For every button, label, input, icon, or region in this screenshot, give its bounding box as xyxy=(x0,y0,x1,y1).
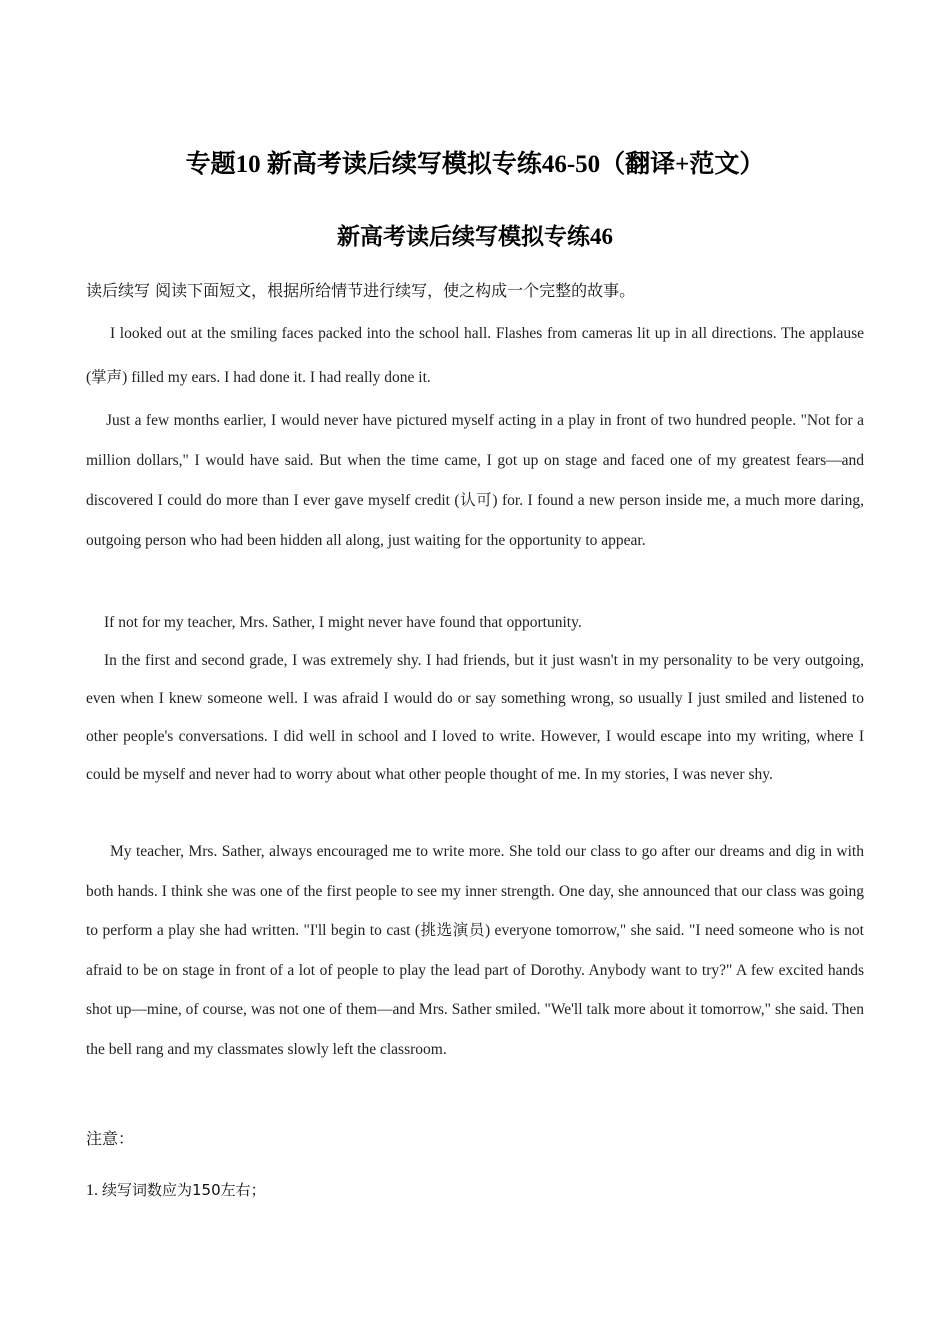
story-paragraph-3: If not for my teacher, Mrs. Sather, I might never have found that opportunity. xyxy=(104,614,582,631)
story-paragraph-1: I looked out at the smiling faces packed into the school hall. Flashes from cameras lit up in all directions. The applause (掌声) filled my ears. I had done it. I had really done it. xyxy=(86,325,864,386)
section-title: 新高考读后续写模拟专练46 xyxy=(337,224,613,249)
note-number: 1. xyxy=(86,1182,102,1199)
notes-label: 注意： xyxy=(86,1129,135,1148)
story-paragraph-2: Just a few months earlier, I would never have pictured myself acting in a play in front of two hundred people. "Not for a million dollars," I would have said. But when the time came, I got up on stage and faced one of my greatest fears—and discovered I could do more than I ever gave myself credit (认可) for. I found a new person inside me, a much more daring, outgoing person who had been hidden all along, just waiting for the opportunity to appear. xyxy=(86,412,864,549)
document-title: 专题10 新高考读后续写模拟专练46-50（翻译+范文） xyxy=(185,151,765,178)
story-paragraph-5: My teacher, Mrs. Sather, always encouraged me to write more. She told our class to go after our dreams and dig in with both hands. I think she was one of the first people to see my inner strength. One day, she announced that our class was going to perform a play she had written. "I'll begin to cast (挑选演员) everyone tomorrow," she said. "I need someone who is not afraid to be on stage in front of a lot of people to play the lead part of Dorothy. Anybody want to try?" A few excited hands shot up—mine, of course, was not one of them—and Mrs. Sather smiled. "We'll talk more about it tomorrow," she said. Then the bell rang and my classmates slowly left the classroom. xyxy=(86,843,864,1058)
note-item xyxy=(86,1179,266,1200)
note-text: 续写词数应为150左右； xyxy=(102,1181,266,1199)
task-instruction: 读后续写 阅读下面短文，根据所给情节进行续写，使之构成一个完整的故事。 xyxy=(86,281,636,300)
story-paragraph-4: In the first and second grade, I was extremely shy. I had friends, but it just wasn't in my personality to be very outgoing, even when I knew someone well. I was afraid I would do or say something wrong, so usually I just smiled and listened to other people's conversations. I did well in school and I loved to write. However, I would escape into my writing, where I could be myself and never had to worry about what other people thought of me. In my stories, I was never shy. xyxy=(86,652,864,783)
